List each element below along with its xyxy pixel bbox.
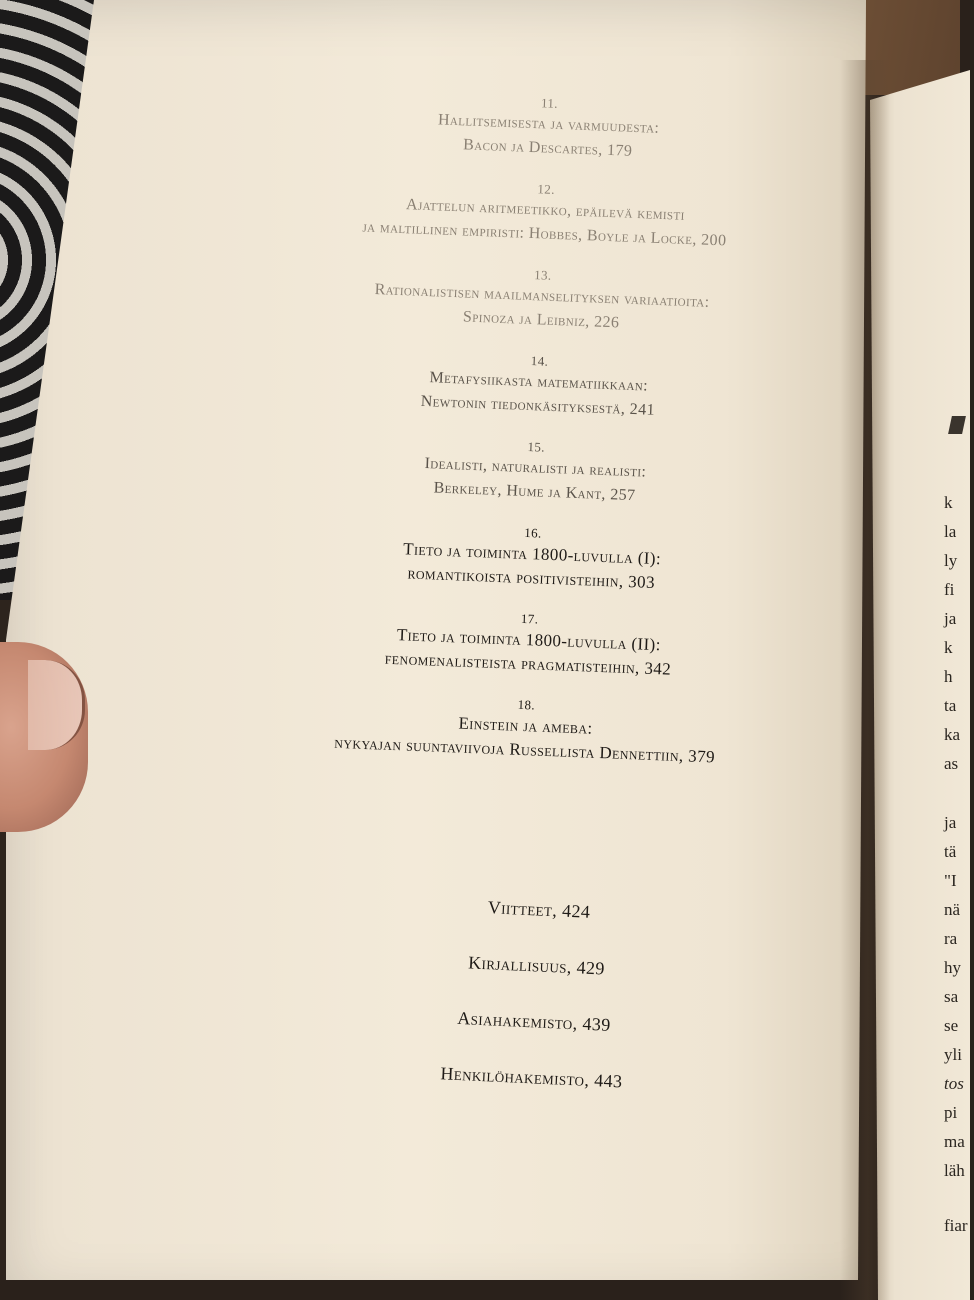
chapter-number: 16. [523, 524, 542, 541]
toc-entry-13 [291, 257, 793, 342]
chapter-title: Rationalistisen maailmanselityksen variaatioita: [374, 281, 710, 311]
chapter-subtitle: Berkeley, Hume ja Kant, 257 [433, 479, 636, 505]
chapter-title: Tieto ja toiminta 1800-luvulla (II): [396, 625, 662, 655]
chapter-subtitle: ja maltillinen empiristi: Hobbes, Boyle ja Locke, 200 [362, 218, 727, 250]
back-matter-bibliography: Kirjallisuus, 429 [467, 952, 606, 979]
right-page-line-fragment: sa [944, 987, 959, 1006]
chapter-number: 17. [520, 610, 539, 627]
right-page-line-fragment: ta [944, 696, 957, 715]
chapter-title: Ajattelun aritmeetikko, epäilevä kemisti [405, 196, 686, 224]
right-page-line-fragment: nä [944, 900, 961, 919]
right-page-line-fragment: ja [944, 813, 957, 832]
right-page-line-fragment: yli [944, 1045, 962, 1064]
back-matter-name-index: Henkilöhakemisto, 443 [440, 1063, 623, 1092]
right-page-line-fragment: fi [944, 580, 955, 599]
right-page-line-fragment: k [944, 638, 953, 657]
right-page-text-fragments [944, 488, 974, 1240]
right-page-line-fragment: ma [944, 1132, 965, 1151]
chapter-title: Hallitsemisesta ja varmuudesta: [437, 111, 660, 137]
back-matter-notes: Viitteet, 424 [487, 897, 591, 922]
right-page-line-fragment: ka [944, 725, 961, 744]
chapter-title: Metafysiikasta matematiikkaan: [429, 369, 649, 395]
right-page-line-fragment: h [944, 667, 953, 686]
right-page-line-fragment: ly [944, 551, 958, 570]
chapter-number: 15. [527, 439, 546, 455]
chapter-subtitle: nykyajan suuntaviivoja Russellista Dennettiin, 379 [333, 732, 716, 767]
toc-entry-18 [274, 687, 776, 772]
right-page-line-fragment: hy [944, 958, 961, 977]
right-page-line-fragment: k [944, 493, 953, 512]
right-page-line-fragment: as [944, 754, 959, 773]
toc-entry-12 [294, 171, 796, 256]
chapter-subtitle: Newtonin tiedonkäsityksestä, 241 [420, 392, 656, 419]
toc-entry-16 [281, 515, 783, 600]
book-gutter [840, 60, 890, 1300]
right-page-line-fragment: ra [944, 929, 958, 948]
right-page-line-fragment: tos [944, 1074, 964, 1093]
chapter-title: Einstein ja ameba: [458, 713, 593, 738]
chapter-subtitle: fenomenalisteista pragmatisteihin, 342 [384, 648, 672, 679]
right-page-line-fragment: ja [944, 609, 957, 628]
chapter-subtitle: Spinoza ja Leibniz, 226 [462, 308, 620, 332]
table-of-contents [274, 85, 800, 792]
chapter-subtitle: Bacon ja Descartes, 179 [462, 136, 633, 160]
chapter-number: 18. [517, 696, 536, 713]
chapter-title: Tieto ja toiminta 1800-luvulla (I): [402, 539, 662, 569]
right-page-line-fragment: pi [944, 1103, 958, 1122]
right-page-line-fragment: fiar [944, 1216, 968, 1235]
chapter-number: 13. [533, 267, 552, 283]
toc-entry-14 [288, 343, 790, 428]
right-page-line-fragment: la [944, 522, 957, 541]
chapter-subtitle: romantikoista positivisteihin, 303 [407, 563, 656, 592]
right-page-line-fragment: "I [944, 871, 957, 890]
right-page-line-fragment: se [944, 1016, 959, 1035]
right-page-line-fragment: läh [944, 1161, 965, 1180]
back-matter-subject-index: Asiahakemisto, 439 [456, 1007, 612, 1035]
chapter-title: Idealisti, naturalisti ja realisti: [424, 455, 647, 481]
toc-entry-15 [284, 429, 786, 514]
chapter-number: 14. [530, 353, 549, 369]
chapter-number: 11. [540, 95, 559, 111]
back-matter-list [320, 885, 750, 1128]
toc-entry-17 [278, 601, 780, 686]
right-page-line-fragment: tä [944, 842, 957, 861]
chapter-number: 12. [537, 181, 556, 197]
